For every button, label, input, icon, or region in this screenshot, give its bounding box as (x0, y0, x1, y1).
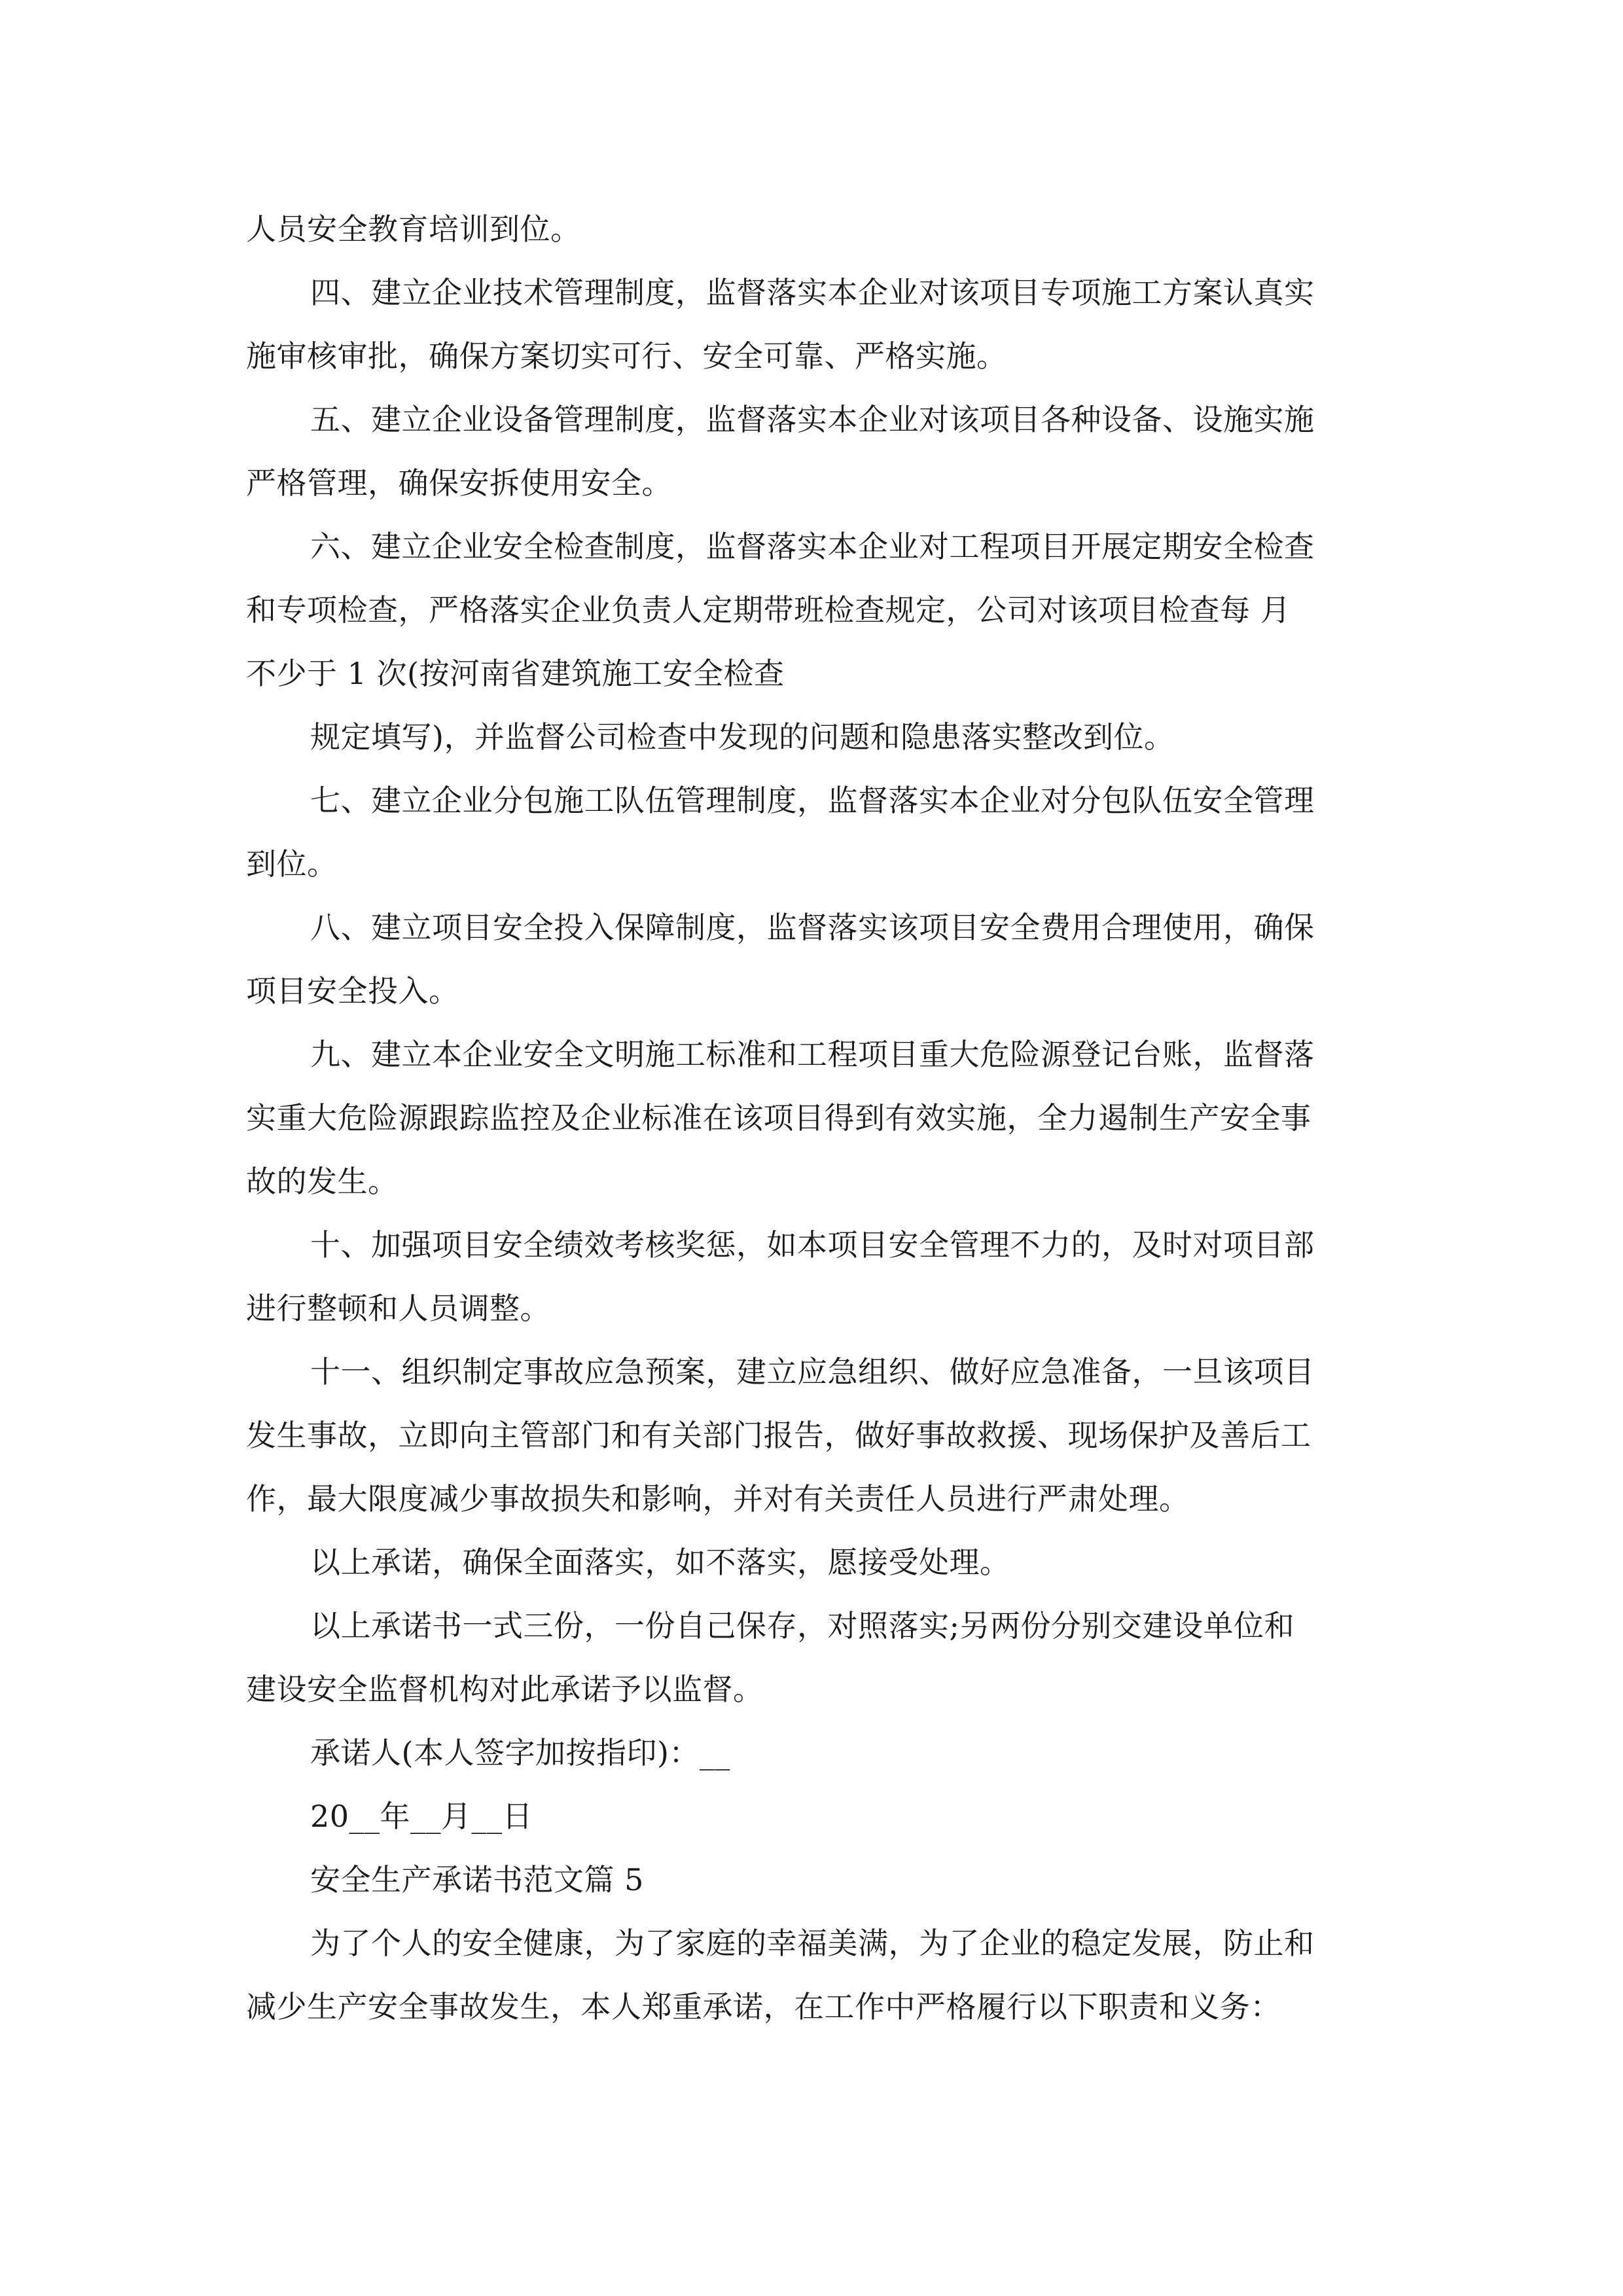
text-line: 四、建立企业技术管理制度，监督落实本企业对该项目专项施工方案认真实 (310, 275, 1315, 310)
text-line: 故的发生。 (246, 1164, 399, 1199)
text-line: 作，最大限度减少事故损失和影响，并对有关责任人员进行严肃处理。 (246, 1481, 1190, 1516)
text-line: 项目安全投入。 (246, 973, 459, 1009)
text-line: 八、建立项目安全投入保障制度，监督落实该项目安全费用合理使用，确保 (310, 910, 1315, 945)
text-line: 不少于 1 次(按河南省建筑施工安全检查 (246, 656, 785, 691)
text-line: 七、建立企业分包施工队伍管理制度，监督落实本企业对分包队伍安全管理 (310, 783, 1315, 818)
signature-line: 承诺人(本人签字加按指印)：__ (310, 1735, 730, 1770)
text-line: 以上承诺书一式三份，一份自己保存，对照落实;另两份分别交建设单位和 (310, 1608, 1294, 1643)
text-line: 六、建立企业安全检查制度，监督落实本企业对工程项目开展定期安全检查 (310, 529, 1315, 564)
text-line: 为了个人的安全健康，为了家庭的幸福美满，为了企业的稳定发展，防止和 (310, 1926, 1315, 1961)
text-line: 发生事故，立即向主管部门和有关部门报告，做好事故救援、现场保护及善后工 (246, 1418, 1311, 1453)
text-line: 实重大危险源跟踪监控及企业标准在该项目得到有效实施，全力遏制生产安全事 (246, 1100, 1311, 1136)
text-line: 和专项检查，严格落实企业负责人定期带班检查规定，公司对该项目检查每 月 (246, 592, 1291, 628)
text-line: 施审核审批，确保方案切实可行、安全可靠、严格实施。 (246, 338, 1007, 374)
text-line: 人员安全教育培训到位。 (246, 211, 581, 247)
text-line: 九、建立本企业安全文明施工标准和工程项目重大危险源登记台账，监督落 (310, 1037, 1315, 1072)
section-heading: 安全生产承诺书范文篇 5 (310, 1862, 644, 1897)
text-line: 规定填写)，并监督公司检查中发现的问题和隐患落实整改到位。 (310, 719, 1175, 755)
text-line: 进行整顿和人员调整。 (246, 1291, 550, 1326)
text-line: 十、加强项目安全绩效考核奖惩，如本项目安全管理不力的，及时对项目部 (310, 1227, 1315, 1263)
text-line: 五、建立企业设备管理制度，监督落实本企业对该项目各种设备、设施实施 (310, 402, 1315, 437)
text-line: 到位。 (246, 846, 338, 882)
text-line: 严格管理，确保安拆使用安全。 (246, 465, 672, 501)
text-line: 以上承诺，确保全面落实，如不落实，愿接受处理。 (310, 1545, 1010, 1580)
date-line: 20__年__月__日 (310, 1799, 533, 1834)
text-line: 十一、组织制定事故应急预案，建立应急组织、做好应急准备，一旦该项目 (310, 1354, 1315, 1390)
text-line: 建设安全监督机构对此承诺予以监督。 (246, 1672, 764, 1707)
text-line: 减少生产安全事故发生，本人郑重承诺，在工作中严格履行以下职责和义务： (246, 1989, 1281, 2024)
